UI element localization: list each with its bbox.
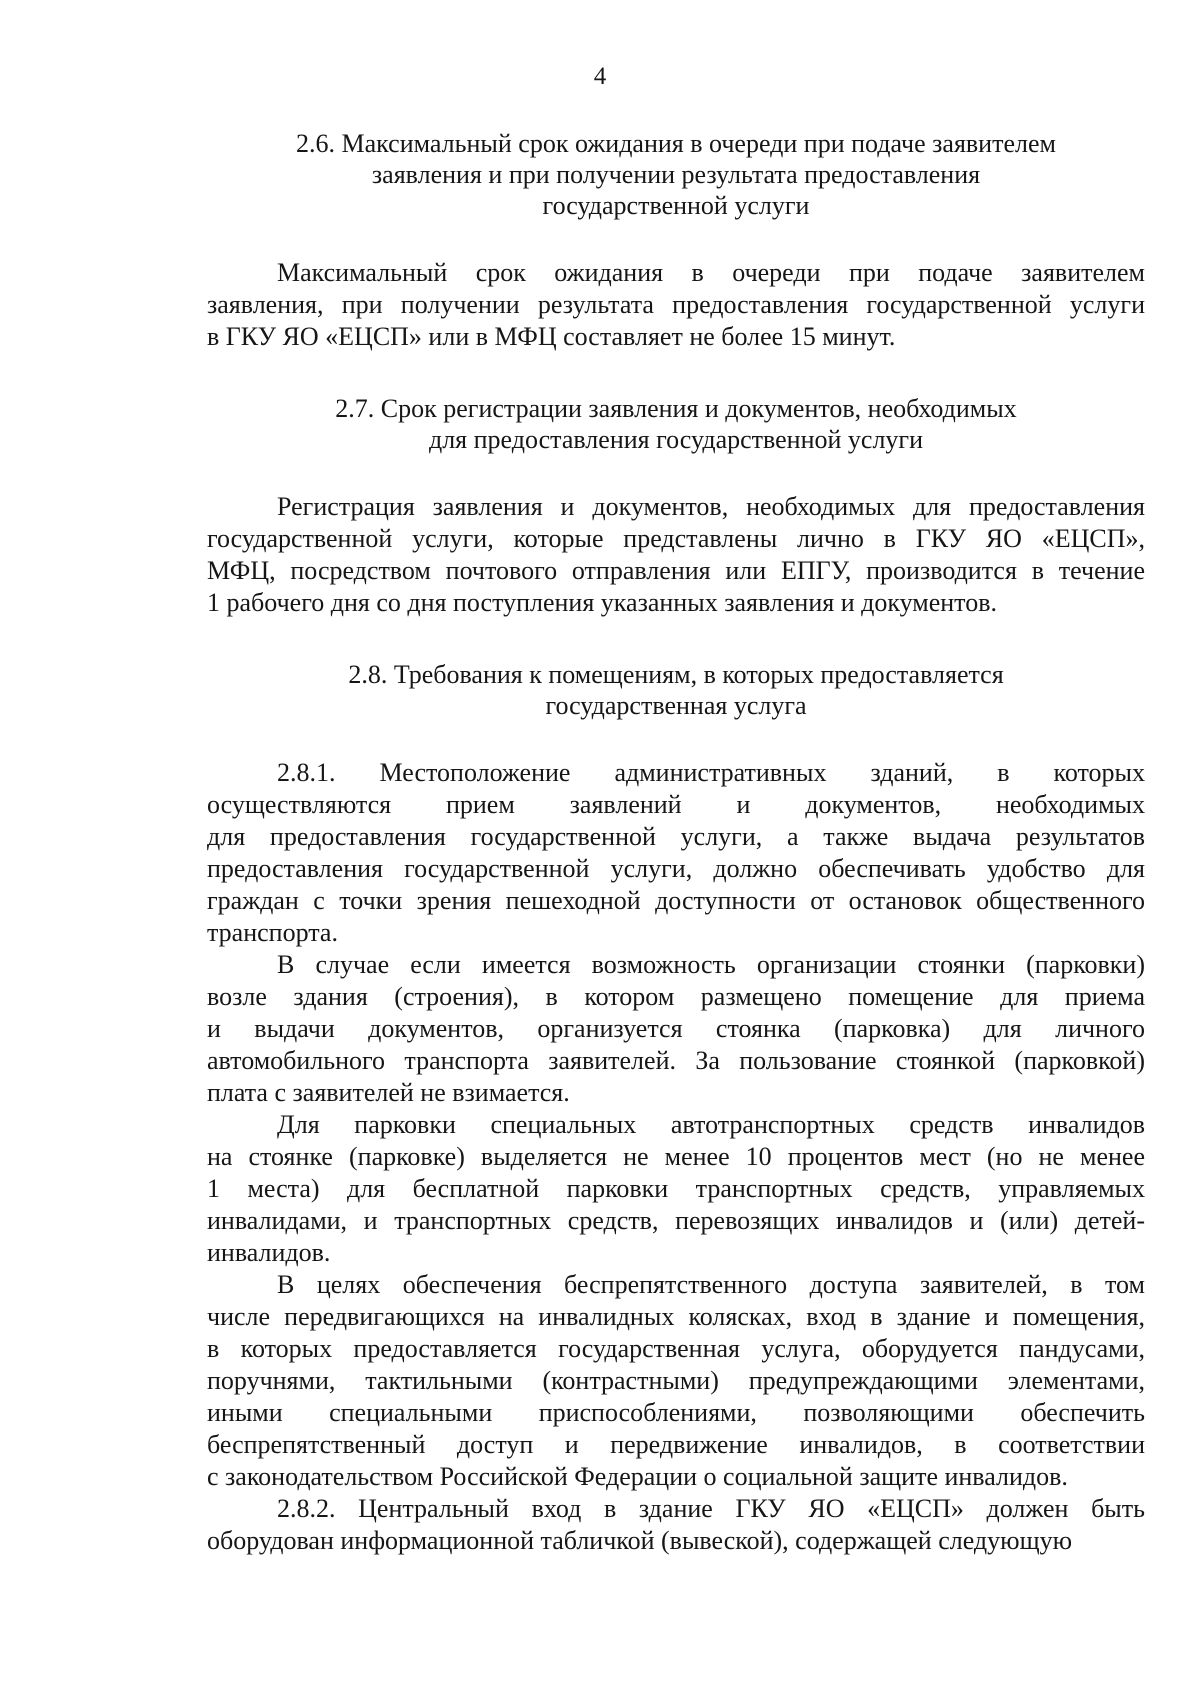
spacer xyxy=(207,619,1145,659)
paragraph-line: 2.8.1. Местоположение административных зданий, в которых xyxy=(277,758,1145,787)
paragraph-line: граждан с точки зрения пешеходной доступности от остановок общественного xyxy=(207,886,1145,915)
paragraph-line: государственной услуги, которые представлены лично в ГКУ ЯО «ЕЦСП», xyxy=(207,524,1145,553)
paragraph-line: инвалидов. xyxy=(207,1238,331,1267)
paragraph-line: заявления, при получении результата предоставления государственной услуги xyxy=(207,290,1145,319)
paragraph-line: МФЦ, посредством почтового отправления или ЕПГУ, производится в течение xyxy=(207,556,1145,585)
paragraph-line: транспорта. xyxy=(207,918,338,947)
paragraph-line: 1 рабочего дня со дня поступления указанных заявления и документов. xyxy=(207,588,997,617)
heading-line: 2.7. Срок регистрации заявления и документов, необходимых xyxy=(335,394,1017,423)
section-heading xyxy=(207,659,1145,721)
heading-line: 2.6. Максимальный срок ожидания в очереди при подаче заявителем xyxy=(296,129,1056,158)
paragraph-line: инвалидами, и транспортных средств, перевозящих инвалидов и (или) детей- xyxy=(207,1206,1145,1235)
paragraph xyxy=(207,1493,1145,1557)
paragraph-line: Для парковки специальных автотранспортных средств инвалидов xyxy=(277,1110,1145,1139)
heading-line: государственной услуги xyxy=(542,191,810,220)
paragraph-line: в которых предоставляется государственная услуга, оборудуется пандусами, xyxy=(207,1334,1145,1363)
paragraph-line: для предоставления государственной услуги, а также выдача результатов xyxy=(207,822,1145,851)
heading-line: 2.8. Требования к помещениям, в которых предоставляется xyxy=(348,660,1004,689)
paragraph-line: предоставления государственной услуги, должно обеспечивать удобство для xyxy=(207,854,1145,883)
heading-line: государственная услуга xyxy=(545,691,807,720)
heading-line: для предоставления государственной услуги xyxy=(428,425,924,454)
paragraph-line: на стоянке (парковке) выделяется не менее 10 процентов мест (но не менее xyxy=(207,1142,1145,1171)
paragraph-line: поручнями, тактильными (контрастными) предупреждающими элементами, xyxy=(207,1366,1145,1395)
spacer xyxy=(207,721,1145,757)
paragraph xyxy=(207,491,1145,619)
paragraph-line: числе передвигающихся на инвалидных колясках, вход в здание и помещения, xyxy=(207,1302,1145,1331)
paragraph-line: В случае если имеется возможность организации стоянки (парковки) xyxy=(277,950,1145,979)
spacer xyxy=(207,455,1145,491)
document-body xyxy=(207,128,1145,1557)
paragraph-line: и выдачи документов, организуется стоянка (парковка) для личного xyxy=(207,1014,1145,1043)
paragraph xyxy=(207,949,1145,1109)
paragraph xyxy=(207,257,1145,353)
section-heading xyxy=(207,128,1145,221)
paragraph-line: 1 места) для бесплатной парковки транспортных средств, управляемых xyxy=(207,1174,1145,1203)
paragraph-line: с законодательством Российской Федерации о социальной защите инвалидов. xyxy=(207,1462,1068,1491)
paragraph-line: в ГКУ ЯО «ЕЦСП» или в МФЦ составляет не более 15 минут. xyxy=(207,322,896,351)
heading-line: заявления и при получении результата предоставления xyxy=(371,160,981,189)
paragraph xyxy=(207,757,1145,949)
paragraph-line: оборудован информационной табличкой (вывеской), содержащей следующую xyxy=(207,1526,1073,1555)
paragraph-line: Максимальный срок ожидания в очереди при подаче заявителем xyxy=(277,258,1145,287)
paragraph-line: возле здания (строения), в котором размещено помещение для приема xyxy=(207,982,1145,1011)
section-heading xyxy=(207,393,1145,455)
paragraph-line: автомобильного транспорта заявителей. За пользование стоянкой (парковкой) xyxy=(207,1046,1145,1075)
paragraph-line: 2.8.2. Центральный вход в здание ГКУ ЯО «ЕЦСП» должен быть xyxy=(277,1494,1145,1523)
paragraph-line: плата с заявителей не взимается. xyxy=(207,1078,570,1107)
paragraph xyxy=(207,1109,1145,1269)
page-number: 4 xyxy=(593,63,607,90)
paragraph xyxy=(207,1269,1145,1493)
paragraph-line: осуществляются прием заявлений и документов, необходимых xyxy=(207,790,1145,819)
paragraph-line: беспрепятственный доступ и передвижение инвалидов, в соответствии xyxy=(207,1430,1145,1459)
paragraph-line: Регистрация заявления и документов, необходимых для предоставления xyxy=(277,492,1145,521)
spacer xyxy=(207,221,1145,257)
spacer xyxy=(207,353,1145,393)
paragraph-line: В целях обеспечения беспрепятственного доступа заявителей, в том xyxy=(277,1270,1145,1299)
paragraph-line: иными специальными приспособлениями, позволяющими обеспечить xyxy=(207,1398,1145,1427)
